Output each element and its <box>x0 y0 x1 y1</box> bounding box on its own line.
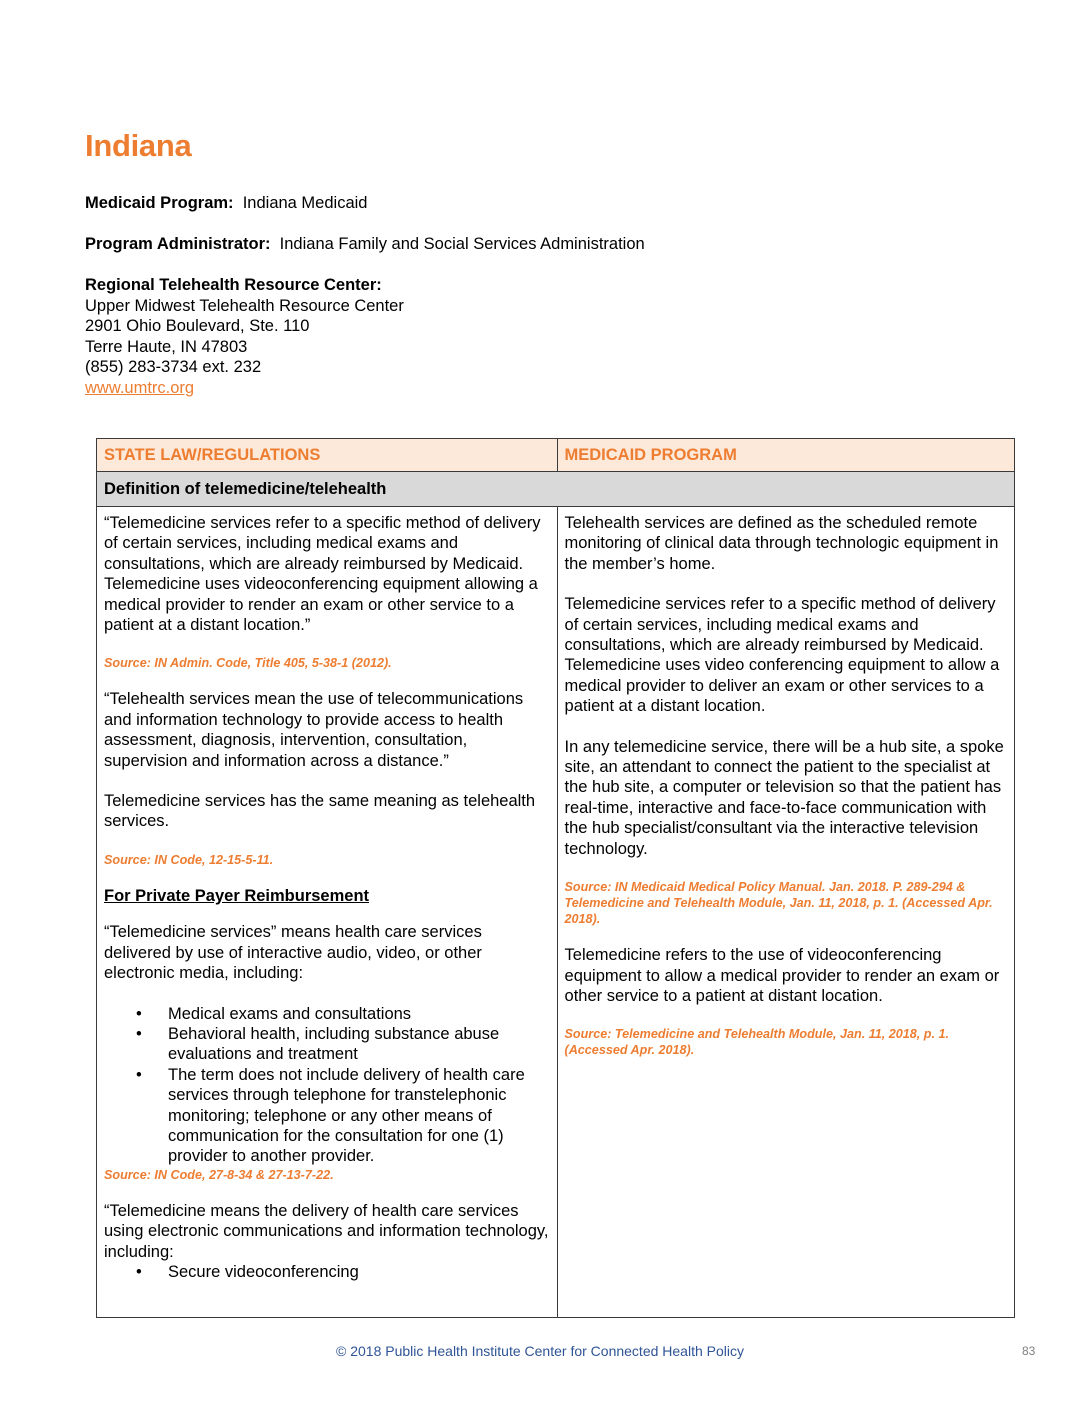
section-row <box>97 472 1015 507</box>
medicaid-paragraph: In any telemedicine service, there will be a hub site, a spoke site, an attendant to connect the patient to the specialist at the hub site, a computer or television so that the patient has real-time, interactive and face-to-face communication with the hub specialist/consultant via the interactive television technology. <box>564 737 1004 858</box>
program-admin-value: Indiana Family and Social Services Administration <box>279 235 645 253</box>
program-admin-line <box>85 234 645 255</box>
rtrc-label: Regional Telehealth Resource Center: <box>85 276 382 294</box>
private-payer-subheading: For Private Payer Reimbursement <box>104 886 370 905</box>
page-title: Indiana <box>85 128 192 163</box>
source-citation: Source: IN Admin. Code, Title 405, 5-38-1 (2012). <box>104 656 392 671</box>
state-law-paragraph: “Telemedicine services” means health care services delivered by use of interactive audio, video, or other electronic media, including: <box>104 923 482 983</box>
rtrc-city: Terre Haute, IN 47803 <box>85 337 248 356</box>
medicaid-program-line <box>85 193 367 214</box>
rtrc-address: 2901 Ohio Boulevard, Ste. 110 <box>85 317 310 335</box>
header-medicaid-program: MEDICAID PROGRAM <box>557 439 1014 472</box>
list-item: • Behavioral health, including substance abuse evaluations and treatment <box>104 1024 550 1065</box>
section-title: Definition of telemedicine/telehealth <box>97 472 1015 507</box>
state-law-paragraph: “Telemedicine means the delivery of health care services using electronic communications and information technology, including: <box>104 1201 549 1261</box>
policy-table <box>96 438 1015 1318</box>
list-item: • The term does not include delivery of health care services through telephone for transtelephonic monitoring; telephone or any other means of communication for the consultation for one (1) provider to another provider. <box>104 1065 550 1167</box>
state-law-paragraph: “Telemedicine services refer to a specific method of delivery of certain services, including medical exams and consultations, which are already reimbursed by Medicaid. Telemedicine uses videoconferencing equipment allowing a medical provider to render an exam or other service to a patient at a distant location.” <box>104 514 541 635</box>
rtrc-block <box>85 275 404 398</box>
medicaid-program-cell <box>557 507 1014 1318</box>
rtrc-website-link[interactable]: www.umtrc.org <box>85 378 195 397</box>
program-admin-label: Program Administrator: <box>85 235 271 253</box>
bullet-list <box>104 1004 550 1167</box>
state-law-paragraph: Telemedicine services has the same meaning as telehealth services. <box>104 792 536 831</box>
medicaid-program-value: Indiana Medicaid <box>242 194 368 212</box>
header-state-law: STATE LAW/REGULATIONS <box>97 439 558 472</box>
list-item: • Secure videoconferencing <box>104 1262 550 1282</box>
table-body-row <box>97 507 1015 1318</box>
list-item: • Medical exams and consultations <box>104 1004 550 1024</box>
state-law-paragraph: “Telehealth services mean the use of telecommunications and information technology to provide access to health assessment, diagnosis, intervention, consultation, supervision and information across a distance.” <box>104 690 524 770</box>
medicaid-paragraph: Telehealth services are defined as the scheduled remote monitoring of clinical data through technologic equipment in the member’s home. <box>564 514 999 573</box>
source-citation: Source: IN Code, 27-8-34 & 27-13-7-22. <box>104 1167 334 1182</box>
source-citation: Source: Telemedicine and Telehealth Module, Jan. 11, 2018, p. 1. (Accessed Apr. 2018). <box>564 1027 949 1058</box>
state-law-cell <box>97 507 558 1318</box>
footer-copyright: © 2018 Public Health Institute Center for Connected Health Policy <box>336 1343 744 1359</box>
bullet-list <box>104 1262 550 1282</box>
medicaid-program-label: Medicaid Program: <box>85 194 234 212</box>
source-citation: Source: IN Medicaid Medical Policy Manual. Jan. 2018. P. 289-294 & Telemedicine and Telehealth Module, Jan. 11, 2018, p. 1. (Accessed Apr. 2018). <box>564 880 993 927</box>
rtrc-phone: (855) 283-3734 ext. 232 <box>85 358 262 376</box>
table-header-row <box>97 439 1015 472</box>
medicaid-paragraph: Telemedicine refers to the use of videoconferencing equipment to allow a medical provider to render an exam or other service to a patient at distant location. <box>564 946 1000 1005</box>
rtrc-name: Upper Midwest Telehealth Resource Center <box>85 296 404 315</box>
source-citation: Source: IN Code, 12-15-5-11. <box>104 852 274 867</box>
medicaid-paragraph: Telemedicine services refer to a specific method of delivery of certain services, including medical exams and consultations, which are already reimbursed by Medicaid. Telemedicine uses video conferencing equipment to allow a medical provider to deliver an exam or other services to a patient at a distant location. <box>564 595 1000 716</box>
page-number: 83 <box>1022 1344 1036 1358</box>
